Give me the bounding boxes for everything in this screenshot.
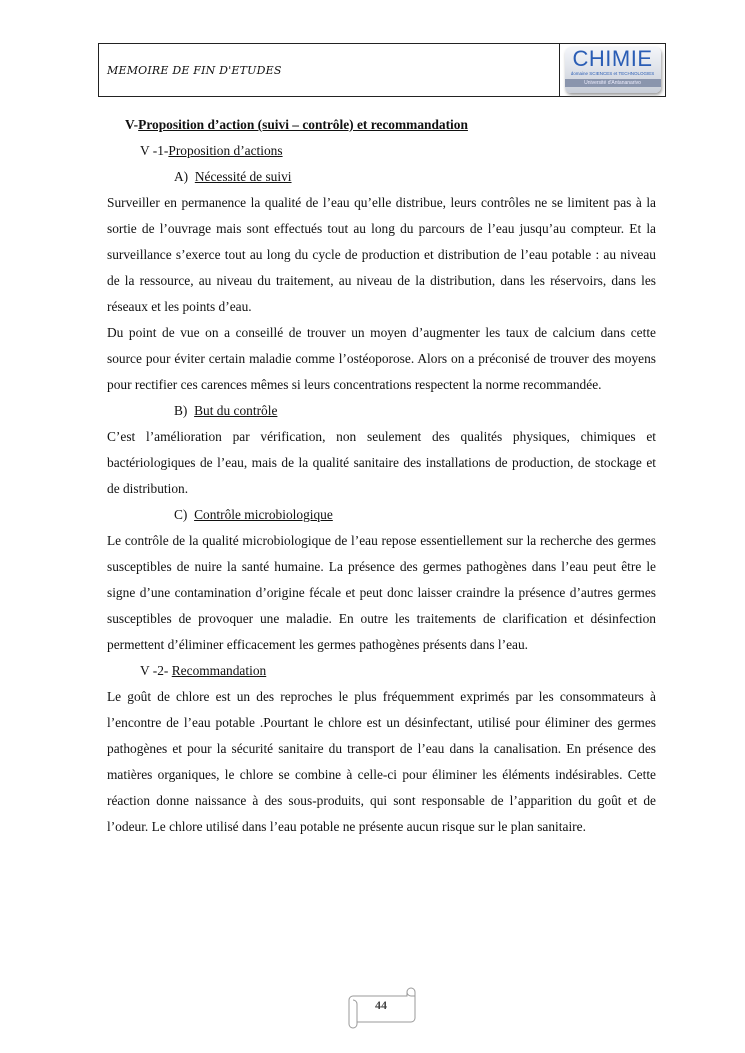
- logo-university-text: Université d'Antananarivo: [565, 79, 661, 87]
- section-heading: V-Proposition d’action (suivi – contrôle) et recommandation: [125, 117, 468, 132]
- heading-b: B) But du contrôle: [174, 403, 278, 418]
- page-number: 44: [375, 998, 387, 1012]
- page-number-scroll: [345, 982, 417, 1030]
- logo-main-text: CHIMIE: [572, 47, 653, 71]
- subsection-heading-2: V -2- Recommandation: [140, 663, 267, 678]
- heading-a: A) Nécessité de suivi: [174, 169, 292, 184]
- subsection-heading-1: V -1-Proposition d’actions: [140, 143, 283, 158]
- header-title: MEMOIRE DE FIN D'ETUDES: [99, 44, 560, 96]
- paragraph: C’est l’amélioration par vérification, non seulement des qualités physiques, chimiques et bactériologiques de l’eau, mais de la qualité sanitaire des installations de production, de stockage et de distribution.: [107, 429, 656, 496]
- paragraph: Surveiller en permanence la qualité de l’eau qu’elle distribue, leurs contrôles ne se limitent pas à la sortie de l’ouvrage mais sont effectués tout au long du parcours de l’eau jusqu’au compteur. Et la surveillance s’exerce tout au long du cycle de production et distribution de l’eau potable : au niveau de la ressource, au niveau du traitement, au niveau de la distribution, dans les réservoirs, dans les réseaux et les points d’eau.: [107, 195, 656, 314]
- page-content: [107, 112, 656, 840]
- paragraph: Le contrôle de la qualité microbiologique de l’eau repose essentiellement sur la recherche des germes susceptibles de nuire la santé humaine. La présence des germes pathogènes dans l’eau peut être le signe d’une contamination d’origine fécale et peut donc laisser craindre la présence d’autres germes susceptibles de provoquer une maladie. En outre les traitements de clarification et désinfection permettent d’éliminer efficacement les germes pathogènes présents dans l’eau.: [107, 533, 656, 652]
- logo-sub-text: domaine SCIENCES et TECHNOLOGIES: [570, 71, 655, 76]
- heading-c: C) Contrôle microbiologique: [174, 507, 333, 522]
- chimie-logo: [560, 44, 665, 96]
- paragraph: Le goût de chlore est un des reproches le plus fréquemment exprimés par les consommateurs à l’encontre de l’eau potable .Pourtant le chlore est un désinfectant, utilisé pour éliminer des germes pathogènes et pour la sécurité sanitaire du transport de l’eau dans la canalisation. En présence des matières organiques, le chlore se combine à celle-ci pour éliminer les éléments indésirables. Cette réaction donne naissance à des sous-produits, qui sont responsable de l’apparition du goût et de l’odeur. Le chlore utilisé dans l’eau potable ne présente aucun risque sur le plan sanitaire.: [107, 689, 656, 834]
- paragraph: Du point de vue on a conseillé de trouver un moyen d’augmenter les taux de calcium dans cette source pour éviter certain maladie comme l’ostéoporose. Alors on a préconisé de trouver des moyens pour rectifier ces carences mêmes si leurs concentrations respectent la norme recommandée.: [107, 325, 656, 392]
- page-header: [98, 43, 666, 97]
